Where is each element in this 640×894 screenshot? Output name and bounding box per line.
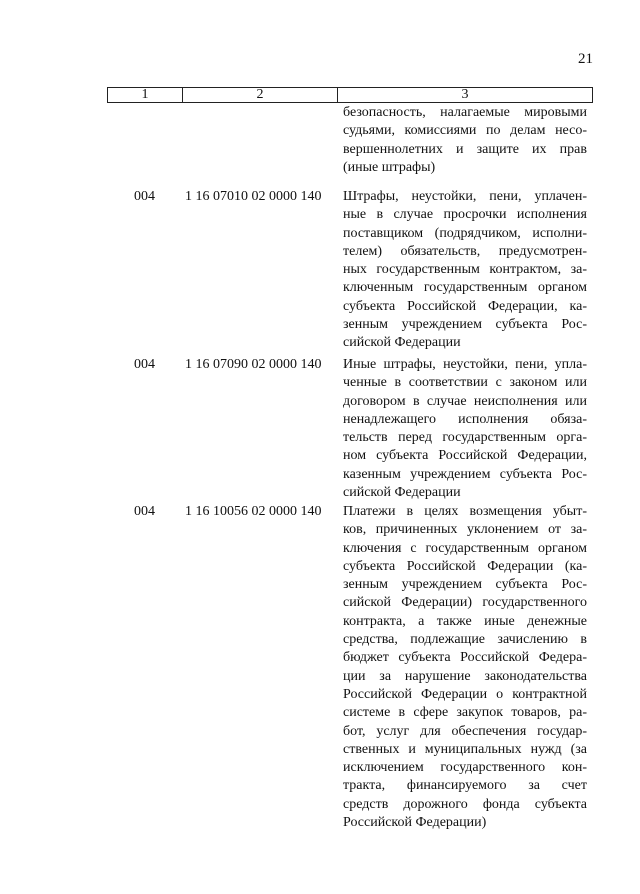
column-header-1: 1: [108, 88, 183, 102]
description-line: ном субъекта Российской Федерации,: [343, 448, 587, 464]
description-line: ключения с государственным органом: [343, 540, 587, 556]
description-line: Штрафы, неустойки, пени, уплачен-: [343, 189, 587, 204]
description-line: исключением государственного кон-: [343, 760, 587, 776]
row-description: [343, 188, 587, 353]
admin-code: 004: [134, 504, 155, 519]
description-line: субъекта Российской Федерации (ка-: [343, 558, 587, 574]
description-line: Российской Федерации): [343, 815, 487, 831]
page-number: 21: [578, 51, 593, 67]
table-header: [107, 87, 593, 103]
column-header-2: 2: [183, 88, 338, 102]
description-line: бюджет субъекта Российской Федера-: [343, 650, 587, 666]
description-line: зенным учреждением субъекта Рос-: [343, 577, 587, 593]
description-line: ков, причиненных уклонением от за-: [343, 522, 587, 538]
description-line: сийской Федерации: [343, 335, 461, 351]
description-line: ции за нарушение законодательства: [343, 668, 587, 684]
description-line: средства, подлежащие зачислению в: [343, 632, 587, 648]
description-line: тракта, финансируемого за счет: [343, 778, 587, 794]
description-line: (иные штрафы): [343, 159, 436, 175]
description-line: судьями, комиссиями по делам несо-: [343, 123, 587, 139]
kbk-code: 1 16 07090 02 0000 140: [185, 357, 322, 372]
description-line: ненадлежащего исполнения обяза-: [343, 411, 587, 427]
admin-code: 004: [134, 189, 155, 204]
row-description: [343, 503, 587, 832]
description-line: бот, услуг для обеспечения государ-: [343, 723, 587, 739]
description-line: субъекта Российской Федерации, ка-: [343, 298, 587, 314]
description-line: ные в случае просрочки исполнения: [343, 207, 587, 223]
description-line: контракта, а также иные денежные: [343, 613, 587, 629]
row-description: [343, 356, 587, 502]
description-line: сийской Федерации: [343, 485, 461, 501]
description-line: сийской Федерации) государственного: [343, 595, 587, 611]
description-line: ключенным государственным органом: [343, 280, 587, 296]
description-line: Платежи в целях возмещения убыт-: [343, 504, 587, 519]
description-line: поставщиком (подрядчиком, исполни-: [343, 225, 587, 241]
description-line: ственных и муниципальных нужд (за: [343, 741, 587, 757]
description-line: зенным учреждением субъекта Рос-: [343, 317, 587, 333]
kbk-code: 1 16 07010 02 0000 140: [185, 189, 322, 204]
description-line: безопасность, налагаемые мировыми: [343, 105, 587, 120]
column-header-3: 3: [461, 87, 469, 102]
description-line: ных государственным контрактом, за-: [343, 262, 587, 278]
description-line: тельств перед государственным орга-: [343, 430, 587, 446]
description-line: казенным учреждением субъекта Рос-: [343, 466, 587, 482]
admin-code: 004: [134, 357, 155, 372]
description-line: вершеннолетних и защите их прав: [343, 141, 587, 157]
description-line: Иные штрафы, неустойки, пени, упла-: [343, 357, 587, 372]
description-line: средств дорожного фонда субъекта: [343, 796, 587, 812]
row-description: [343, 104, 587, 177]
description-line: системе в сфере закупок товаров, ра-: [343, 705, 587, 721]
description-line: ченные в соответствии с законом или: [343, 375, 587, 391]
description-line: телем) обязательств, предусмотрен-: [343, 243, 587, 259]
kbk-code: 1 16 10056 02 0000 140: [185, 504, 322, 519]
description-line: Российской Федерации о контрактной: [343, 686, 587, 702]
description-line: договором в случае неисполнения или: [343, 393, 587, 409]
